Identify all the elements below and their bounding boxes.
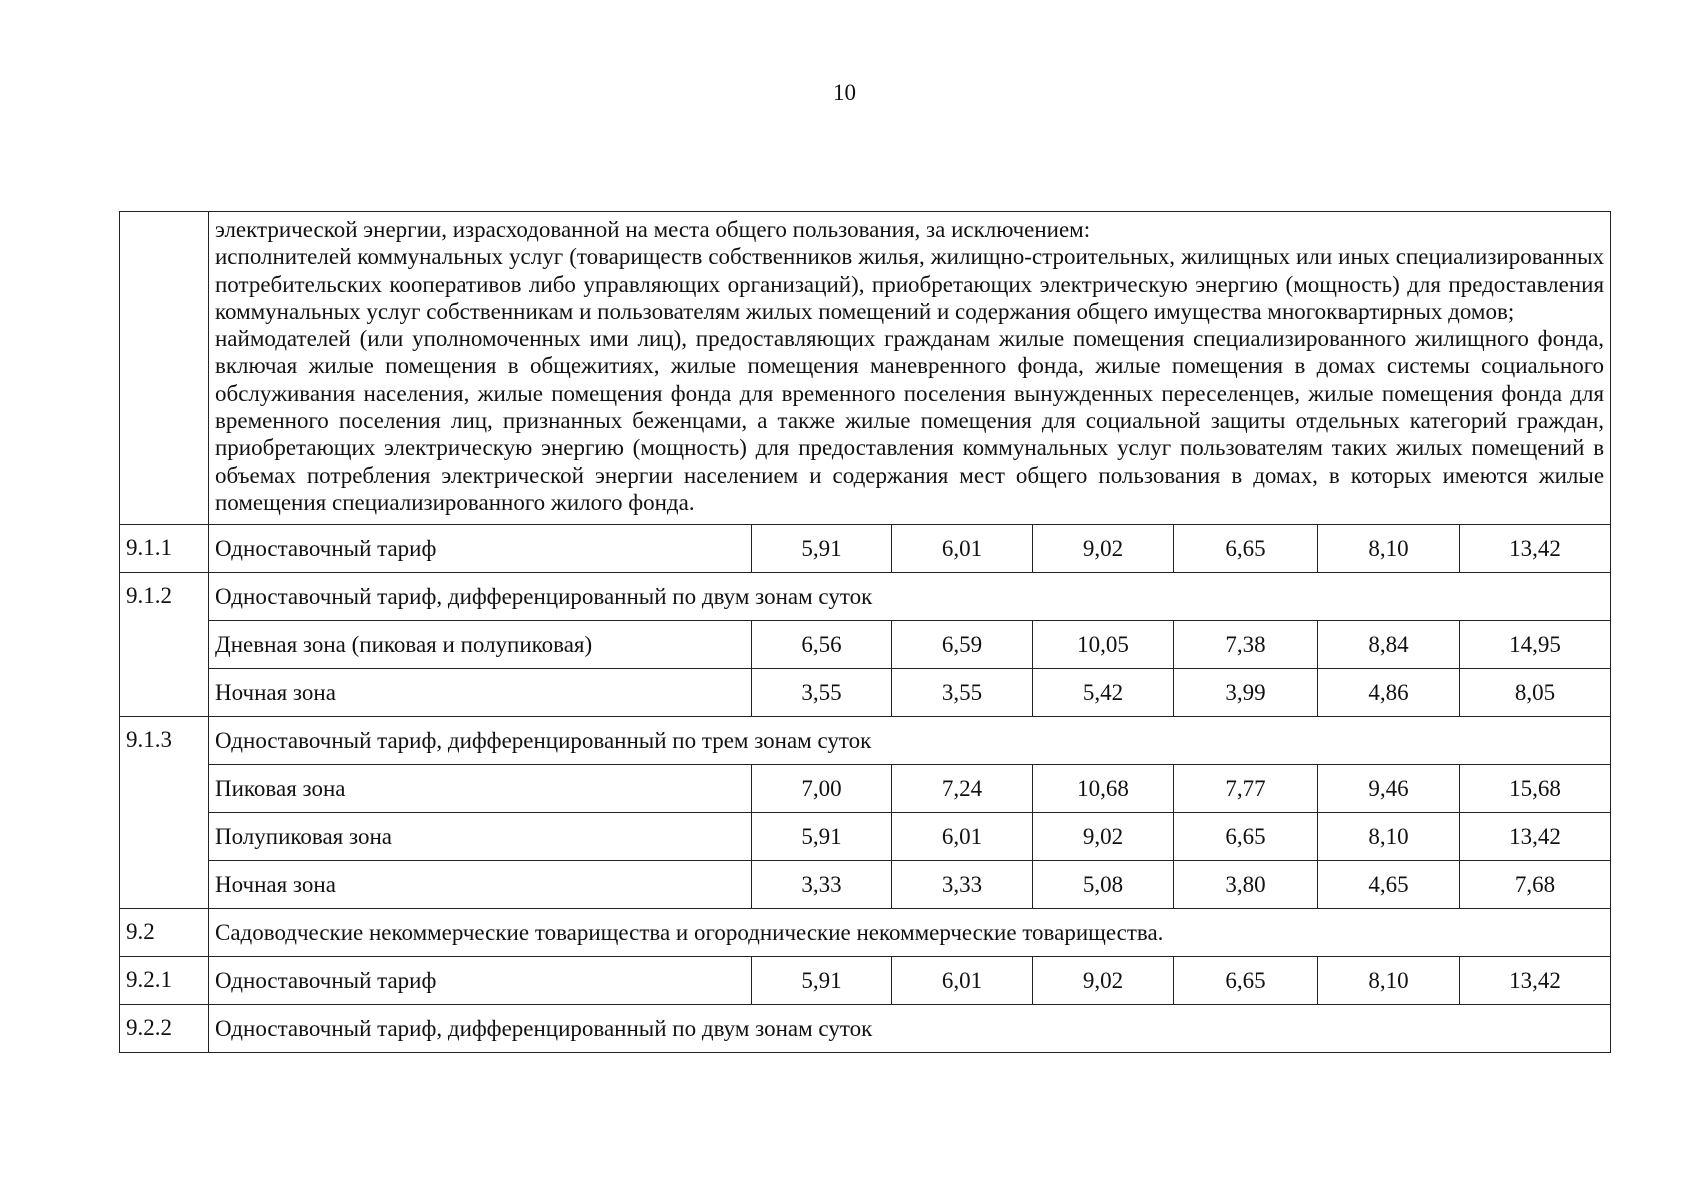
table-row xyxy=(120,1005,1611,1053)
value-cell: 7,00 xyxy=(752,765,892,813)
table-row xyxy=(120,621,1611,669)
value-cell: 6,65 xyxy=(1174,813,1318,861)
row-code: 9.2 xyxy=(120,909,209,957)
table-row xyxy=(120,525,1611,573)
tariff-table xyxy=(119,211,1611,1053)
row-label: Ночная зона xyxy=(209,669,752,717)
table-row xyxy=(120,765,1611,813)
table-row xyxy=(120,813,1611,861)
value-cell: 10,05 xyxy=(1033,621,1174,669)
value-cell: 5,91 xyxy=(752,957,892,1005)
value-cell: 3,33 xyxy=(892,861,1033,909)
section-label: Одноставочный тариф, дифференцированный по трем зонам суток xyxy=(209,717,1611,765)
value-cell: 6,01 xyxy=(892,957,1033,1005)
page-number: 10 xyxy=(833,80,856,105)
value-cell: 9,46 xyxy=(1318,765,1460,813)
table-row xyxy=(120,573,1611,621)
value-cell: 13,42 xyxy=(1460,813,1611,861)
value-cell: 14,95 xyxy=(1460,621,1611,669)
value-cell: 6,01 xyxy=(892,813,1033,861)
row-label: Пиковая зона xyxy=(209,765,752,813)
value-cell: 8,10 xyxy=(1318,957,1460,1005)
value-cell: 7,68 xyxy=(1460,861,1611,909)
value-cell: 6,56 xyxy=(752,621,892,669)
value-cell: 9,02 xyxy=(1033,957,1174,1005)
value-cell: 6,65 xyxy=(1174,525,1318,573)
row-code: 9.1.1 xyxy=(120,525,209,573)
value-cell: 10,68 xyxy=(1033,765,1174,813)
row-code: 9.2.2 xyxy=(120,1005,209,1053)
value-cell: 8,05 xyxy=(1460,669,1611,717)
value-cell: 8,84 xyxy=(1318,621,1460,669)
value-cell: 6,65 xyxy=(1174,957,1318,1005)
value-cell: 3,55 xyxy=(752,669,892,717)
value-cell: 6,01 xyxy=(892,525,1033,573)
row-label: Одноставочный тариф xyxy=(209,957,752,1005)
value-cell: 4,86 xyxy=(1318,669,1460,717)
value-cell: 3,99 xyxy=(1174,669,1318,717)
table-row xyxy=(120,212,1611,525)
value-cell: 9,02 xyxy=(1033,813,1174,861)
value-cell: 4,65 xyxy=(1318,861,1460,909)
intro-paragraph: исполнителей коммунальных услуг (товариществ собственников жилья, жилищно-строительных, жилищных или иных специализированных потребительских кооперативов либо управляющих организаций), приобретающих электрическую энергию (мощность) для предоставления коммунальных услуг собственникам и пользователям жилых помещений и содержания общего имущества многоквартирных домов; xyxy=(215,244,1605,324)
value-cell: 6,59 xyxy=(892,621,1033,669)
table-row xyxy=(120,957,1611,1005)
row-label: Полупиковая зона xyxy=(209,813,752,861)
intro-paragraph: наймодателей (или уполномоченных ими лиц), предоставляющих гражданам жилые помещения специализированного жилищного фонда, включая жилые помещения в общежитиях, жилые помещения маневренного фонда, жилые помещения в домах системы социального обслуживания населения, жилые помещения фонда для временного поселения вынужденных переселенцев, жилые помещения фонда для временного поселения лиц, признанных беженцами, а также жилые помещения для социальной защиты отдельных категорий граждан, приобретающих электрическую энергию (мощность) для предоставления коммунальных услуг пользователям таких жилых помещений в объемах потребления электрической энергии населением и содержания мест общего пользования в домах, в которых имеются жилые помещения специализированного жилого фонда. xyxy=(215,326,1605,515)
value-cell: 3,80 xyxy=(1174,861,1318,909)
table-row xyxy=(120,909,1611,957)
table-row xyxy=(120,861,1611,909)
value-cell: 7,77 xyxy=(1174,765,1318,813)
row-label: Ночная зона xyxy=(209,861,752,909)
value-cell: 13,42 xyxy=(1460,525,1611,573)
row-code: 9.1.3 xyxy=(120,717,209,909)
intro-text-cell xyxy=(209,212,1611,525)
value-cell: 7,24 xyxy=(892,765,1033,813)
row-label: Одноставочный тариф xyxy=(209,525,752,573)
value-cell: 15,68 xyxy=(1460,765,1611,813)
row-code: 9.1.2 xyxy=(120,573,209,717)
row-label: Дневная зона (пиковая и полупиковая) xyxy=(209,621,752,669)
value-cell: 5,08 xyxy=(1033,861,1174,909)
value-cell: 3,55 xyxy=(892,669,1033,717)
value-cell: 5,42 xyxy=(1033,669,1174,717)
table-row xyxy=(120,717,1611,765)
value-cell: 7,38 xyxy=(1174,621,1318,669)
intro-paragraph: электрической энергии, израсходованной на места общего пользования, за исключением: xyxy=(215,217,1091,242)
value-cell: 5,91 xyxy=(752,813,892,861)
code-cell xyxy=(120,212,209,525)
value-cell: 9,02 xyxy=(1033,525,1174,573)
section-label: Одноставочный тариф, дифференцированный по двум зонам суток xyxy=(209,1005,1611,1053)
table-row xyxy=(120,669,1611,717)
value-cell: 13,42 xyxy=(1460,957,1611,1005)
section-label: Садоводческие некоммерческие товарищества и огороднические некоммерческие товарищества. xyxy=(209,909,1611,957)
value-cell: 5,91 xyxy=(752,525,892,573)
section-label: Одноставочный тариф, дифференцированный по двум зонам суток xyxy=(209,573,1611,621)
value-cell: 8,10 xyxy=(1318,525,1460,573)
value-cell: 3,33 xyxy=(752,861,892,909)
value-cell: 8,10 xyxy=(1318,813,1460,861)
row-code: 9.2.1 xyxy=(120,957,209,1005)
